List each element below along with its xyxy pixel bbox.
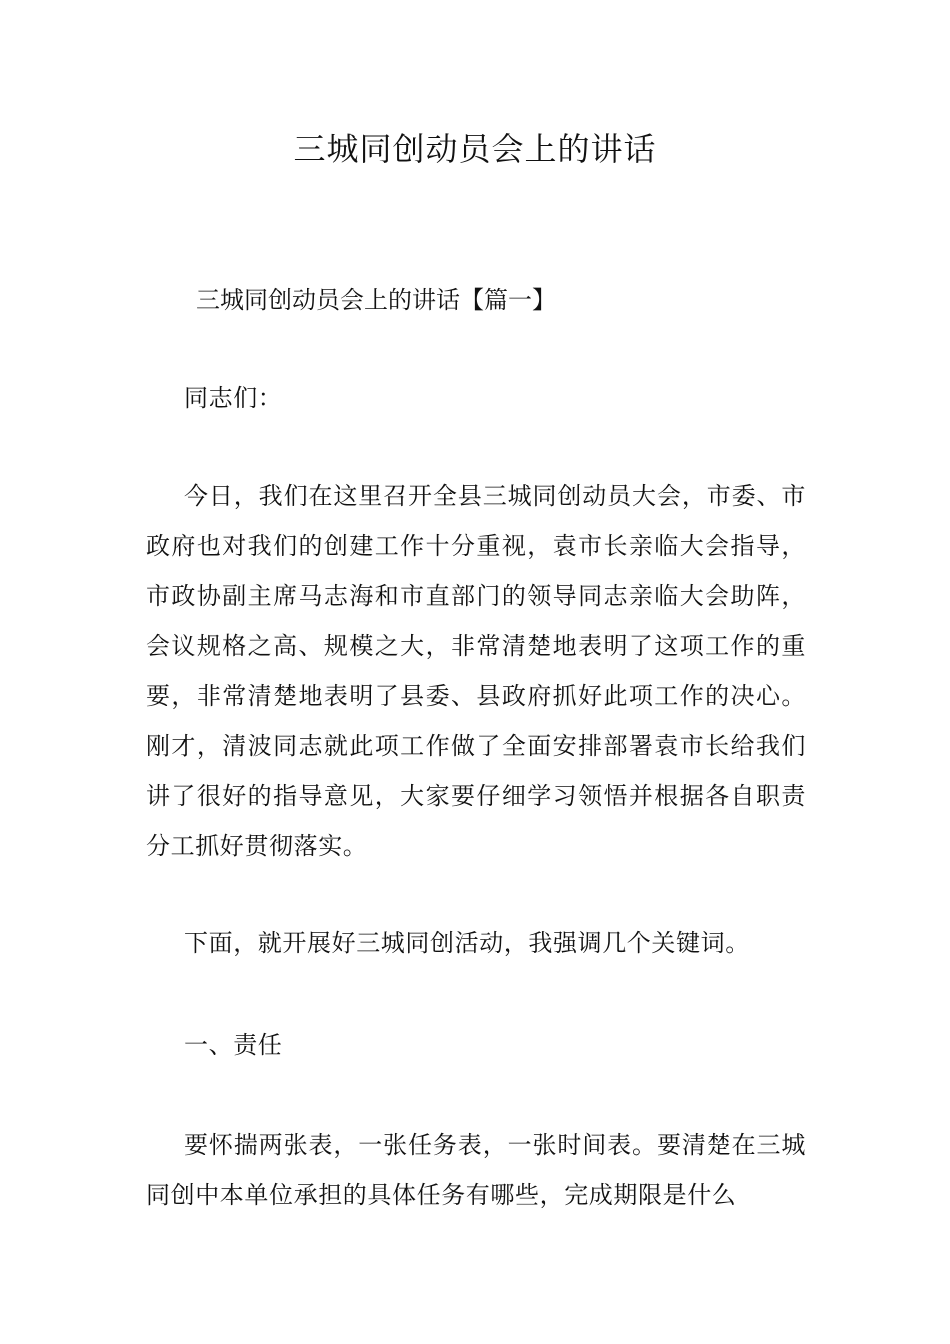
section-heading: 一、责任 bbox=[184, 1031, 283, 1059]
body-paragraph: 今日，我们在这里召开全县三城同创动员大会，市委、市政府也对我们的创建工作十分重视，袁市长亲临大会指导，市政协副主席马志海和市直部门的领导同志亲临大会助阵，会议规格之高、规模之大，非常清楚地表明了这项工作的重要，非常清楚地表明了县委、县政府抓好此项工作的决心。刚才，清波同志就此项工作做了全面安排部署袁市长给我们讲了很好的指导意见，大家要仔细学习领悟并根据各自职责分工抓好贯彻落实。 bbox=[146, 482, 806, 860]
body-paragraph: 要怀揣两张表，一张任务表，一张时间表。要清楚在三城同创中本单位承担的具体任务有哪些，完成期限是什么 bbox=[146, 1131, 806, 1209]
greeting-paragraph: 同志们： bbox=[184, 384, 283, 412]
body-paragraph: 下面，就开展好三城同创活动，我强调几个关键词。 bbox=[184, 929, 750, 957]
page-title: 三城同创动员会上的讲话 bbox=[293, 130, 657, 168]
section-subtitle: 三城同创动员会上的讲话【篇一】 bbox=[196, 286, 556, 314]
